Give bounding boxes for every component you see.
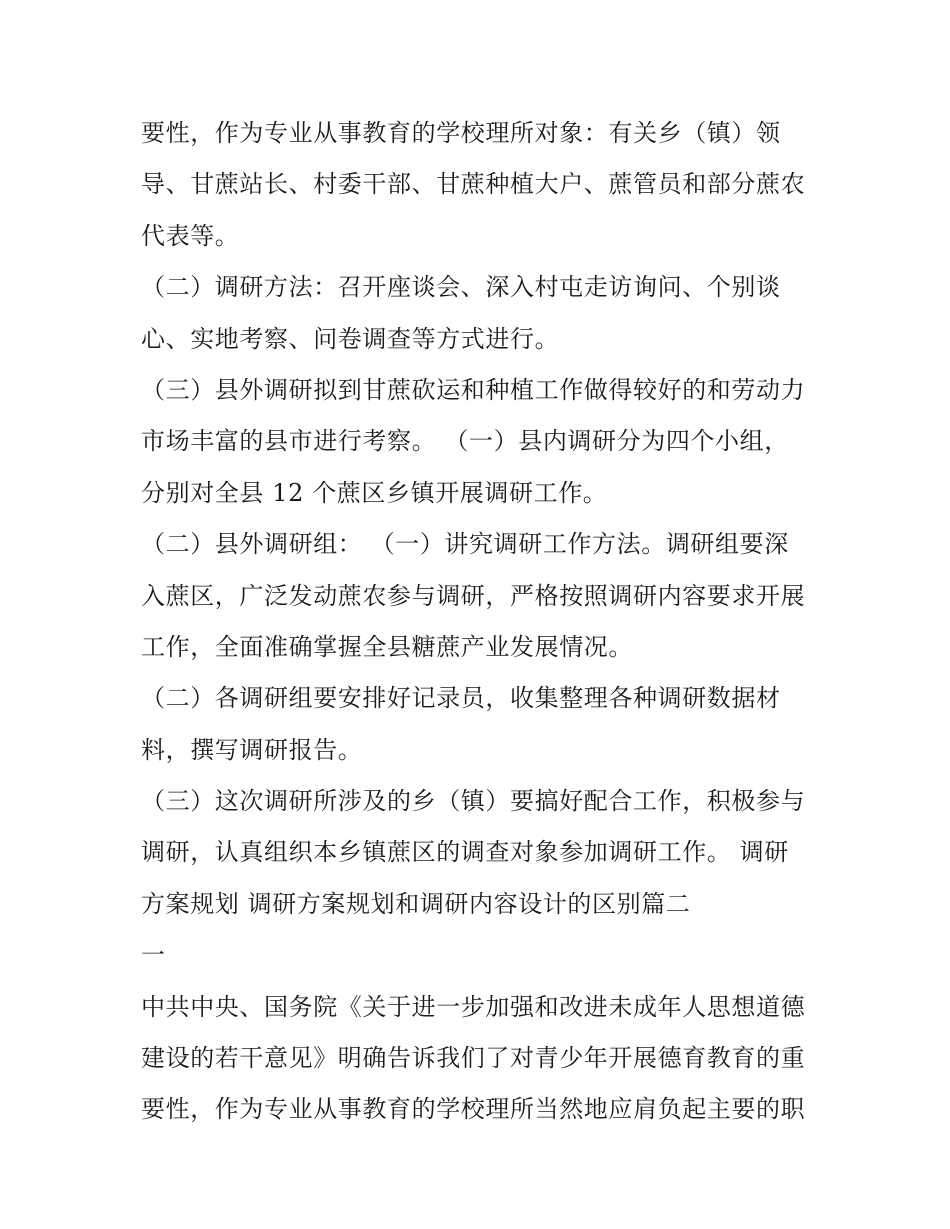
text-line: （二）各调研组要安排好记录员，收集整理各种调研数据材 xyxy=(141,684,781,713)
text-line: 调研，认真组织本乡镇蔗区的调查对象参加调研工作。 调研 xyxy=(141,838,789,867)
text-line: （二）县外调研组： （一）讲究调研工作方法。调研组要深 xyxy=(141,530,789,559)
text-line: 料，撰写调研报告。 xyxy=(141,735,363,764)
text-line: 一 xyxy=(141,941,166,970)
document-body xyxy=(141,108,821,1136)
text-line: 心、实地考察、问卷调查等方式进行。 xyxy=(141,324,560,353)
text-line: 建设的若干意见》明确告诉我们了对青少年开展德育教育的重 xyxy=(141,1044,806,1073)
text-line: 分别对全县 12 个蔗区乡镇开展调研工作。 xyxy=(141,478,608,507)
text-line: 入蔗区，广泛发动蔗农参与调研，严格按照调研内容要求开展 xyxy=(141,581,806,610)
text-line: 要性，作为专业从事教育的学校理所对象：有关乡（镇）领 xyxy=(141,119,781,147)
text-line: （三）县外调研拟到甘蔗砍运和种植工作做得较好的和劳动力 xyxy=(141,375,806,404)
text-line: 导、甘蔗站长、村委干部、甘蔗种植大户、蔗管员和部分蔗农 xyxy=(141,170,806,199)
text-line: 工作，全面准确掌握全县糖蔗产业发展情况。 xyxy=(141,632,633,661)
text-line: 中共中央、国务院《关于进一步加强和改进未成年人思想道德 xyxy=(141,992,806,1021)
text-line: 代表等。 xyxy=(141,221,240,250)
text-line: 市场丰富的县市进行考察。 （一）县内调研分为四个小组， xyxy=(141,427,789,456)
text-line: （二）调研方法：召开座谈会、深入村屯走访询问、个别谈 xyxy=(141,273,781,302)
text-line: 方案规划 调研方案规划和调研内容设计的区别篇二 xyxy=(141,889,691,918)
text-line: 要性，作为专业从事教育的学校理所当然地应肩负起主要的职 xyxy=(141,1095,806,1124)
text-line: （三）这次调研所涉及的乡（镇）要搞好配合工作，积极参与 xyxy=(141,787,806,816)
